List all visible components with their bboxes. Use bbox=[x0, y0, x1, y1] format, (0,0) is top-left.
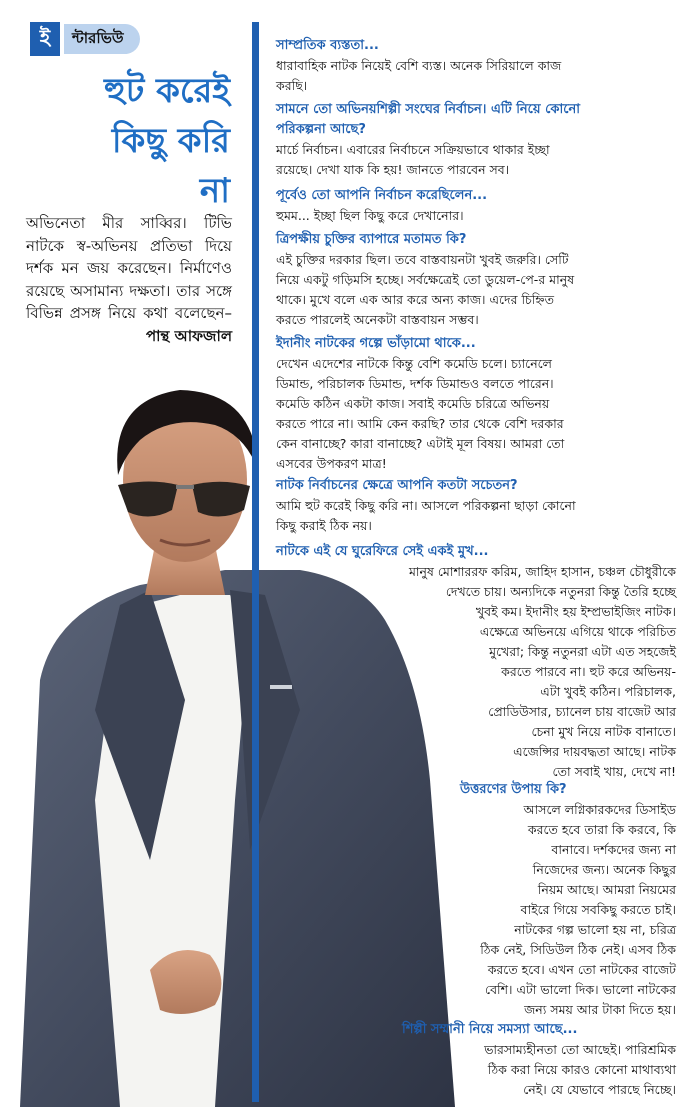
question: ইদানীং নাটকের গল্পে ভাঁড়ামো থাকে... bbox=[276, 336, 476, 351]
qa-answer-block bbox=[402, 1040, 676, 1100]
qa-block bbox=[276, 230, 676, 330]
qa-block bbox=[460, 780, 676, 800]
answer-line: এক্ষেত্রে অভিনয়ে এগিয়ে থাকে পরিচিত bbox=[479, 624, 676, 639]
question: ত্রিপক্ষীয় চুক্তির ব্যাপারে মতামত কি? bbox=[276, 232, 467, 247]
section-tag-letter: ই bbox=[30, 22, 60, 56]
answer-line: করতে হবে তারা কি করবে, কি bbox=[527, 822, 676, 837]
answer-line: এই চুক্তির দরকার ছিল। তবে বাস্তবায়নটা খুবই জরুরি। সেটি bbox=[276, 252, 569, 267]
answer-line: করছি। bbox=[276, 78, 308, 93]
answer-line: এসবের উপকরণ মাত্র! bbox=[276, 456, 387, 471]
answer-line: ভারসাম্যহীনতা তো আছেই। পারিশ্রমিক bbox=[484, 1042, 676, 1057]
question: সামনে তো অভিনয়শিল্পী সংঘের নির্বাচন। এটি নিয়ে কোনো bbox=[276, 102, 580, 117]
answer-line: দেখেন এদেশের নাটকে কিন্তু বেশি কমেডি চলে। চ্যানেলে bbox=[276, 356, 552, 371]
question: পরিকল্পনা আছে? bbox=[276, 122, 366, 137]
headline-line-2: কিছু করি bbox=[111, 121, 230, 161]
answer-line: চেনা মুখ নিয়ে নাটক বানাতে। bbox=[531, 724, 676, 739]
answer-line: আসলে লগ্নিকারকদের ডিসাইড bbox=[523, 802, 676, 817]
qa-block bbox=[276, 334, 676, 474]
headline-line-1: হুট করেই bbox=[104, 71, 230, 111]
question: নাটকে এই যে ঘুরেফিরে সেই একই মুখ... bbox=[276, 544, 489, 559]
qa-block bbox=[276, 542, 676, 782]
intro-text: অভিনেতা মীর সাব্বির। টিভি নাটকে স্ব-অভিনয় প্রতিভা দিয়ে দর্শক মন জয় করেছেন। নির্মাণেও রয়েছে অসামান্য দক্ষতা। তার সঙ্গে বিভিন্ন প্রসঙ্গ নিয়ে কথা বলেছেন– bbox=[26, 214, 232, 323]
headline bbox=[60, 66, 230, 216]
question: নাটক নির্বাচনের ক্ষেত্রে আপনি কতটা সচেতন? bbox=[276, 478, 518, 493]
answer-line: ধারাবাহিক নাটক নিয়েই বেশি ব্যস্ত। অনেক সিরিয়ালে কাজ bbox=[276, 58, 562, 73]
answer-line: নিয়ে একটু গড়িমসি হচ্ছে। সর্বক্ষেত্রেই তো ডুয়েল-পে-র মানুষ bbox=[276, 272, 575, 287]
answer-line: মানুষ মোশাররফ করিম, জাহিদ হাসান, চঞ্চল চৌধুরীকে bbox=[408, 564, 676, 579]
answer-line: বেশি। এটা ভালো দিক। ভালো নাটকের bbox=[485, 982, 676, 997]
answer-line: তো সবাই খায়, দেখে না! bbox=[552, 764, 676, 779]
answer-line: কেন বানাচ্ছে? কারা বানাচ্ছে? এটাই মূল বিষয়। আমরা তো bbox=[276, 436, 565, 451]
answer-line: জন্য সময় আর টাকা দিতে হয়। bbox=[524, 1002, 676, 1017]
answer-line: থাকে। মুখে বলে এক আর করে অন্য কাজ। এদের চিহ্নিত bbox=[276, 292, 555, 307]
answer-line: খুবই কম। ইদানীং হয় ইম্প্রভাইজিং নাটক। bbox=[475, 604, 676, 619]
qa-block bbox=[276, 476, 676, 536]
answer-line: এটা খুবই কঠিন। পরিচালক, bbox=[540, 684, 676, 699]
answer-line: রয়েছে। দেখা যাক কি হয়! জানতে পারবেন সব। bbox=[276, 162, 510, 177]
answer-line: হুমম... ইচ্ছা ছিল কিছু করে দেখানোর। bbox=[276, 208, 464, 223]
column-divider bbox=[252, 22, 259, 1102]
answer-line: কমেডি কঠিন একটা কাজ। সবাই কমেডি চরিত্রে অভিনয় bbox=[276, 396, 550, 411]
answer-line: নিজেদের জন্য। অনেক কিছুর bbox=[532, 862, 676, 877]
answer-line: মার্চে নির্বাচন। এবারের নির্বাচনে সক্রিয়ভাবে থাকার ইচ্ছা bbox=[276, 142, 550, 157]
answer-line: বাইরে গিয়ে সবকিছু করতে চাই। bbox=[520, 902, 676, 917]
question: পূর্বেও তো আপনি নির্বাচন করেছিলেন... bbox=[276, 188, 488, 203]
answer-line: কিছু করাই ঠিক নয়। bbox=[276, 518, 372, 533]
section-tag-label: ন্টারভিউ bbox=[64, 24, 140, 54]
answer-line: এজেন্সির দায়বদ্ধতা আছে। নাটক bbox=[513, 744, 676, 759]
answer-line: ঠিক করা নিয়ে কারও কোনো মাথাব্যথা bbox=[487, 1062, 676, 1077]
answer-line: নিয়ম আছে। আমরা নিয়মের bbox=[537, 882, 676, 897]
answer-line: প্রোডিউসার, চ্যানেল চায় বাজেট আর bbox=[488, 704, 676, 719]
answer-line: ডিমান্ড, পরিচালক ডিমান্ড, দর্শক ডিমান্ডও বলতে পারেন। bbox=[276, 376, 554, 391]
answer-line: মুখেরা; কিন্তু নতুনরা এটা এত সহজেই bbox=[489, 644, 676, 659]
answer-line: নেই। যে যেভাবে পারছে নিচ্ছে। bbox=[523, 1082, 676, 1097]
question: সাম্প্রতিক ব্যস্ততা... bbox=[276, 38, 379, 53]
qa-block bbox=[402, 1020, 676, 1040]
answer-line: নাটকের গল্প ভালো হয় না, চরিত্র bbox=[514, 922, 676, 937]
answer-line: করতে পারলেই অনেকটা বাস্তবায়ন সম্ভব। bbox=[276, 312, 479, 327]
byline: পান্থ আফজাল bbox=[145, 326, 232, 345]
answer-line: করতে হবে। এখন তো নাটকের বাজেট bbox=[487, 962, 676, 977]
section-tag bbox=[30, 22, 140, 56]
qa-block bbox=[276, 186, 676, 226]
answer-line: করতে পারে না। আমি কেন করছি? তার থেকে বেশি দরকার bbox=[276, 416, 564, 431]
answer-line: আমি হুট করেই কিছু করি না। আসলে পরিকল্পনা ছাড়া কোনো bbox=[276, 498, 576, 513]
answer-line: দেখতে চায়। অন্যদিকে নতুনরা কিন্তু তৈরি হচ্ছে bbox=[445, 584, 676, 599]
question: উত্তরণের উপায় কি? bbox=[460, 782, 567, 797]
qa-block bbox=[276, 36, 676, 96]
answer-line: করতে পারবে না। হুট করে অভিনয়- bbox=[501, 664, 676, 679]
qa-answer-block bbox=[430, 800, 676, 1020]
qa-block bbox=[276, 100, 676, 180]
answer-line: বানাবে। দর্শকদের জন্য না bbox=[551, 842, 676, 857]
intro-paragraph bbox=[26, 212, 232, 348]
question: শিল্পী সম্মানী নিয়ে সমস্যা আছে... bbox=[402, 1022, 578, 1037]
answer-line: ঠিক নেই, সিডিউল ঠিক নেই। এসব ঠিক bbox=[480, 942, 676, 957]
headline-line-3: না bbox=[199, 171, 230, 211]
